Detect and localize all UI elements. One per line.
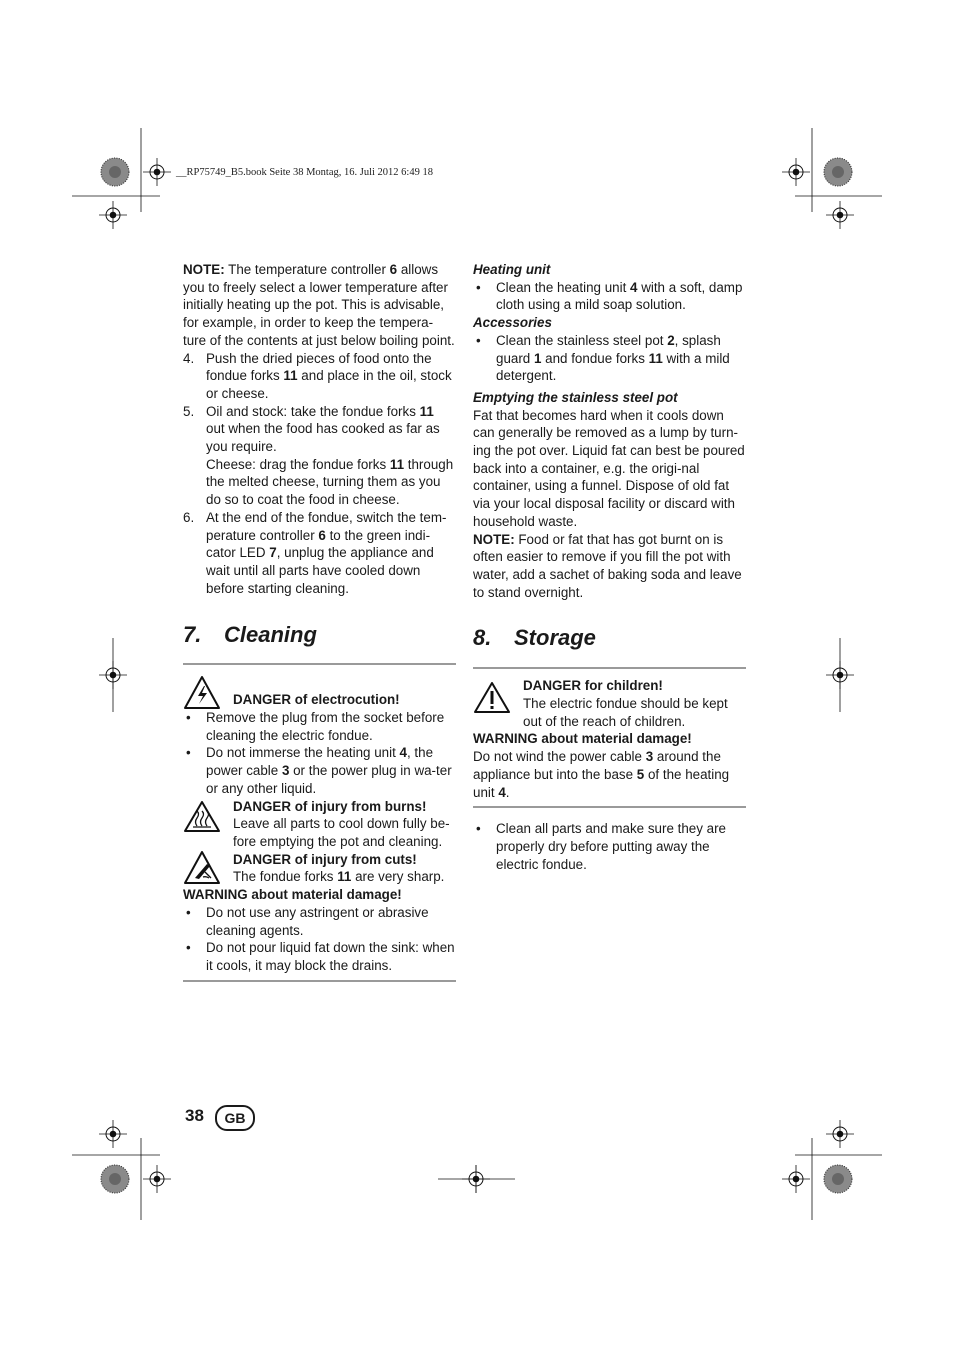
note-paragraph: NOTE: The temperature controller 6 allows you to freely select a lower temperature after initially heating up the pot. This is advisable, for example, in order to keep the tempera-ture of the contents at just below boiling point.: [183, 262, 455, 348]
language-badge: GB: [215, 1105, 255, 1131]
registration-cross-icon: [782, 1165, 810, 1193]
registration-wheel-icon: [101, 158, 129, 186]
danger-burns-block: DANGER of injury from burns! Leave all parts to cool down fully be-fore emptying the pot and cleaning.: [183, 798, 456, 851]
registration-cross-icon: [826, 201, 854, 229]
registration-cross-icon: [826, 1120, 854, 1148]
danger-cuts-block: DANGER of injury from cuts! The fondue forks 11 are very sharp.: [183, 851, 456, 886]
material-paragraph: Do not wind the power cable 3 around the appliance but into the base 5 of the heating unit 4.: [473, 749, 730, 800]
emptying-paragraph: Fat that becomes hard when it cools down can generally be removed as a lump by turn-ing the pot over. Liquid fat can best be poured back into a container, e.g. the origi-nal container, using a funnel. Dispose of old fat via your local disposal facility or discard with household waste.: [473, 407, 745, 529]
section-heading-cleaning: 7. Cleaning: [183, 622, 317, 648]
warning-exclamation-icon: [473, 681, 511, 720]
registration-cross-icon: [782, 158, 810, 186]
registration-wheel-icon: [824, 158, 852, 186]
right-column: [473, 261, 746, 873]
note-paragraph: NOTE: Food or fat that has got burnt on is often easier to remove if you fill the pot with water, add a sachet of baking soda and leave to stand overnight.: [473, 531, 742, 600]
registration-wheel-icon: [824, 1165, 852, 1193]
list-item: • Clean all parts and make sure they are properly dry before putting away the electric fondue.: [476, 821, 726, 872]
cut-hazard-icon: [183, 850, 221, 891]
warning-material-label: WARNING about material damage!: [183, 887, 402, 903]
step-6: 6. At the end of the fondue, switch the tem-perature controller 6 to the green indi-cator LED 7, unplug the appliance and wait until all parts have cooled down before starting cleaning.: [183, 509, 447, 596]
danger-children-block: DANGER for children! The electric fondue should be kept out of the reach of children.: [473, 677, 746, 730]
list-item: • Clean the stainless steel pot 2, splash guard 1 and fondue forks 11 with a mild detergent.: [476, 332, 730, 384]
warning-material-label: WARNING about material damage!: [473, 731, 692, 747]
section-rule: [183, 980, 456, 982]
list-item: • Clean the heating unit 4 with a soft, damp cloth using a mild soap solution.: [476, 279, 743, 313]
danger-electrocution-block: DANGER of electrocution!: [183, 675, 456, 709]
registration-cross-icon: [143, 1165, 171, 1193]
registration-cross-icon: [99, 1120, 127, 1148]
section-heading-storage: 8. Storage: [473, 625, 596, 651]
left-column: [183, 261, 456, 982]
step-4: 4. Push the dried pieces of food onto the fondue forks 11 and place in the oil, stock or cheese.: [183, 350, 452, 401]
subheading-emptying-pot: Emptying the stainless steel pot: [473, 389, 678, 405]
page-number: 38: [185, 1106, 204, 1125]
registration-wheel-icon: [101, 1165, 129, 1193]
list-item: • Do not use any astringent or abrasive cleaning agents.: [186, 904, 429, 938]
print-slug: __RP75749_B5.book Seite 38 Montag, 16. Juli 2012 6:49 18: [176, 167, 433, 178]
list-item: • Do not pour liquid fat down the sink: when it cools, it may block the drains.: [186, 940, 455, 973]
list-item: • Remove the plug from the socket before cleaning the electric fondue.: [186, 710, 445, 743]
subheading-accessories: Accessories: [473, 315, 552, 331]
hot-surface-icon: [183, 800, 221, 839]
list-item: • Do not immerse the heating unit 4, the power cable 3 or the power plug in wa-ter or any other liquid.: [186, 745, 452, 796]
step-5: 5. Oil and stock: take the fondue forks 11 out when the food has cooked as far as you require. Cheese: drag the fondue forks 11 through the melted cheese, turning them as you do so to coat the food in cheese.: [183, 403, 454, 508]
registration-cross-icon: [143, 158, 171, 186]
note-label: NOTE:: [183, 262, 225, 277]
subheading-heating-unit: Heating unit: [473, 262, 551, 277]
registration-cross-icon: [99, 201, 127, 229]
